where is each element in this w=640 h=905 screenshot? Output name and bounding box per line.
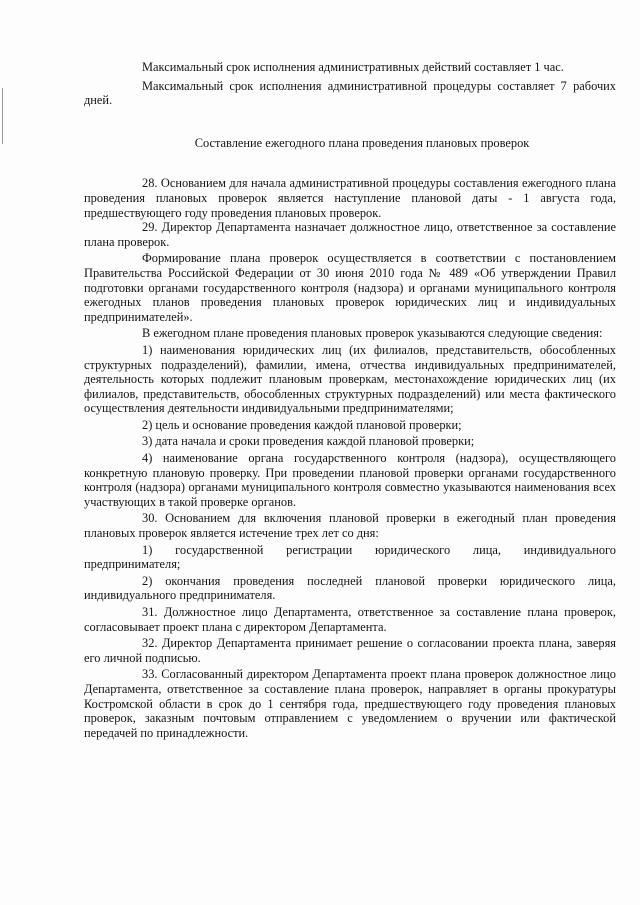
paragraph-31: 31. Должностное лицо Департамента, ответственное за составление плана проверок, согласовывает проект плана с директором Департамента. [84,605,616,634]
paragraph-33: 33. Согласованный директором Департамента проект плана проверок должностное лицо Департамента, ответственное за составление плана проверок, направляет в органы прокуратуры Костромской области в срок до 1 сентября года, предшествующего году проведения плановых проверок, заказным почтовым отправлением с уведомлением о вручении или фактической передачей по принадлежности. [84,667,616,740]
paragraph-28: 28. Основанием для начала административной процедуры составления ежегодного плана проведения плановых проверок является наступление плановой даты - 1 августа года, предшествующего году проведения плановых проверок. [84,176,616,220]
list-item-4: 4) наименование органа государственного контроля (надзора), осуществляющего конкретную плановую проверку. При проведении плановой проверки органами государственного контроля (надзора) органами муниципального контроля совместно указываются наименования всех участвующих в такой проверке органов. [84,451,616,509]
paragraph-32: 32. Директор Департамента принимает решение о согласовании проекта плана, заверяя его личной подписью. [84,636,616,665]
document-body [84,60,616,740]
list-item-1: 1) наименования юридических лиц (их филиалов, представительств, обособленных структурных подразделений), фамилии, имена, отчества индивидуальных предпринимателей, деятельность которых подлежит плановым проверкам, местонахождение юридических лиц (их филиалов, представительств, обособленных структурных подразделений) или места фактического осуществления деятельности индивидуальными предпринимателями; [84,342,616,416]
paragraph-plan-formation: Формирование плана проверок осуществляется в соответствии с постановлением Правительства Российской Федерации от 30 июня 2010 года № 489 «Об утверждении Правил подготовки органами государственного контроля (надзора) и органами муниципального контроля ежегодных планов проведения плановых проверок юридических лиц и индивидуальных предпринимателей». [84,251,616,324]
intro-paragraph-2: Максимальный срок исполнения административной процедуры составляет 7 рабочих дней. [84,78,616,108]
paragraph-30: 30. Основанием для включения плановой проверки в ежегодный план проведения плановых проверок является истечение трех лет со дня: [84,511,616,541]
paragraph-plan-contents: В ежегодном плане проведения плановых проверок указываются следующие сведения: [142,326,603,341]
paragraph-30-item-1: 1) государственной регистрации юридического лица, индивидуального предпринимателя; [84,542,616,572]
list-item-3: 3) дата начала и сроки проведения каждой плановой проверки; [142,434,475,449]
section-title: Составление ежегодного плана проведения плановых проверок [194,135,530,150]
scan-margin-mark [2,88,3,144]
list-item-2: 2) цель и основание проведения каждой плановой проверки; [142,417,462,432]
paragraph-30-item-2: 2) окончания проведения последней плановой проверки юридического лица, индивидуального предпринимателя. [84,573,616,603]
intro-paragraph-1: Максимальный срок исполнения административных действий составляет 1 час. [142,60,564,74]
paragraph-29: 29. Директор Департамента назначает должностное лицо, ответственное за составление плана проверок. [84,220,616,249]
